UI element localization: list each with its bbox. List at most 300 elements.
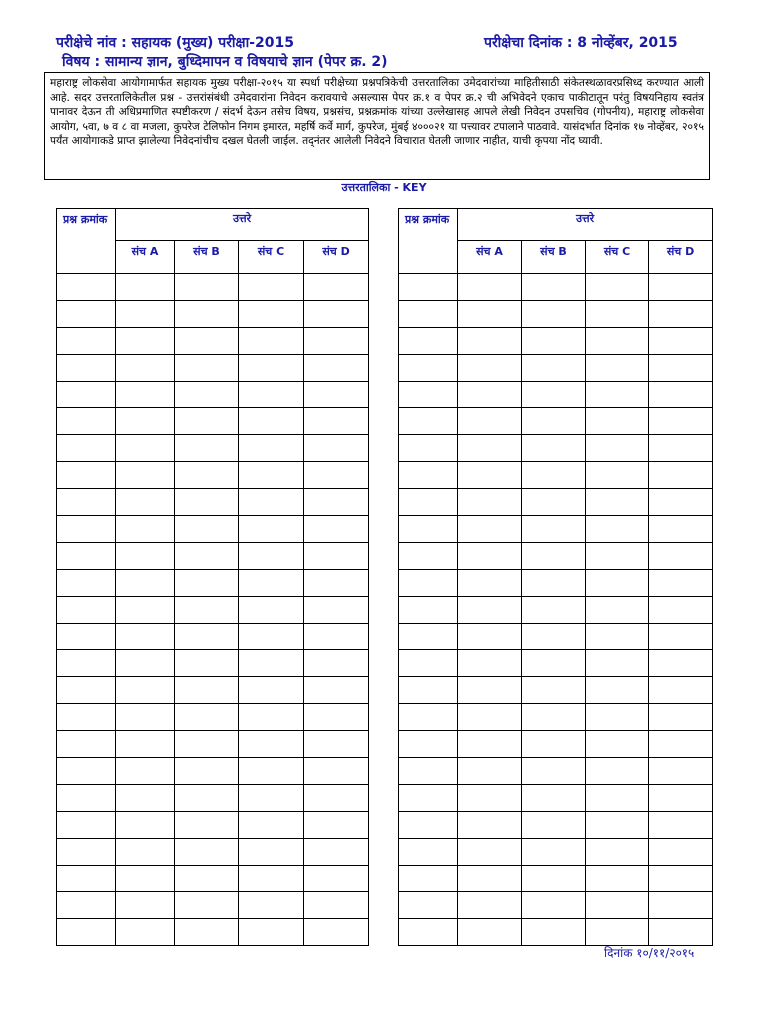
answer-cell [586, 865, 649, 892]
question-number-cell [57, 838, 116, 865]
table-row [57, 838, 369, 865]
notice-box: महाराष्ट्र लोकसेवा आयोगामार्फत सहायक मुख्य परीक्षा-२०१५ या स्पर्धा परीक्षेच्या प्रश्नपत्रिकेची उत्तरतालिका उमेदवारांच्या माहितीसाठी संकेतस्थळावरप्रसिध्द करण्यात आली आहे. सदर उत्तरतालिकेतील प्रश्न - उत्तरांसंबंधी उमेदवारांना निवेदन करावयाचे असल्यास पेपर क्र.१ व पेपर क्र.२ ची अभिवेदने एकाच पाकीटातून परंतु विषयनिहाय स्वतंत्र पानावर देऊन ती अधिप्रमाणित स्पष्टीकरण / संदर्भ देऊन तसेच विषय, प्रश्नसंच, प्रश्नक्रमांक यांच्या उल्लेखासह आपले लेखी निवेदन उपसचिव (गोपनीय), महाराष्ट्र लोकसेवा आयोग, ५वा, ७ व ८ वा मजला, कुपरेज टेलिफोन निगम इमारत, महर्षि कर्वे मार्ग, कुपरेज, मुंबई ४०००२१ या पत्त्यावर टपालाने पाठवावे. यासंदर्भात दिनांक १७ नोव्हेंबर, २०१५ पर्यंत आयोगाकडे प्राप्त झालेल्या निवेदनांचीच दखल घेतली जाईल. तद्नंतर आलेली निवेदने विचारात घेतली जाणार नाहीत, याची कृपया नोंद घ्यावी. [44, 72, 710, 180]
table-row [399, 731, 713, 758]
answer-cell [175, 274, 239, 301]
answer-cell [116, 731, 175, 758]
answer-cell [586, 381, 649, 408]
answer-cell [304, 354, 369, 381]
answer-cell [175, 677, 239, 704]
answer-cell [116, 704, 175, 731]
answer-cell [458, 542, 522, 569]
answer-cell [239, 354, 304, 381]
answer-cell [175, 650, 239, 677]
answer-cell [458, 489, 522, 516]
answer-cell [239, 327, 304, 354]
answer-cell [175, 731, 239, 758]
table-row [399, 677, 713, 704]
answers-header: उत्तरे [116, 209, 369, 241]
answer-cell [649, 489, 713, 516]
table-row [57, 919, 369, 946]
answer-cell [304, 865, 369, 892]
question-number-cell [399, 811, 458, 838]
table-row [57, 865, 369, 892]
answer-cell [116, 811, 175, 838]
answer-cell [586, 569, 649, 596]
answer-cell [175, 408, 239, 435]
answer-cell [586, 300, 649, 327]
answer-cell [458, 327, 522, 354]
table-row [57, 758, 369, 785]
answer-cell [239, 650, 304, 677]
answer-cell [116, 381, 175, 408]
answer-cell [304, 623, 369, 650]
answer-cell [649, 892, 713, 919]
answer-cell [304, 569, 369, 596]
answer-cell [304, 838, 369, 865]
table-row [399, 408, 713, 435]
set-b-header: संच B [522, 241, 586, 274]
answer-cell [304, 650, 369, 677]
answer-cell [239, 381, 304, 408]
answer-cell [522, 327, 586, 354]
answer-cell [522, 623, 586, 650]
question-number-cell [399, 408, 458, 435]
answer-cell [522, 838, 586, 865]
answer-cell [522, 569, 586, 596]
answer-cell [649, 354, 713, 381]
answer-cell [586, 892, 649, 919]
table-row [57, 300, 369, 327]
answer-cell [116, 516, 175, 543]
table-row [399, 865, 713, 892]
answer-cell [175, 300, 239, 327]
answer-cell [586, 516, 649, 543]
answer-cell [175, 758, 239, 785]
answer-cell [522, 596, 586, 623]
answer-cell [522, 650, 586, 677]
answer-cell [649, 650, 713, 677]
answer-cell [458, 408, 522, 435]
table-row [57, 274, 369, 301]
question-number-cell [57, 677, 116, 704]
question-number-cell [399, 596, 458, 623]
answer-cell [649, 569, 713, 596]
answer-cell [239, 408, 304, 435]
table-row [57, 677, 369, 704]
answer-cell [116, 274, 175, 301]
answer-cell [458, 838, 522, 865]
answer-cell [522, 408, 586, 435]
answer-cell [116, 489, 175, 516]
answer-cell [116, 354, 175, 381]
answer-cell [458, 677, 522, 704]
table-row [399, 838, 713, 865]
table-row [399, 758, 713, 785]
answer-cell [304, 300, 369, 327]
answer-cell [649, 704, 713, 731]
question-number-cell [57, 327, 116, 354]
table-row [57, 354, 369, 381]
answer-cell [175, 542, 239, 569]
answer-cell [116, 838, 175, 865]
table-row [399, 462, 713, 489]
answer-cell [649, 865, 713, 892]
answer-cell [522, 784, 586, 811]
question-number-header: प्रश्न क्रमांक [57, 209, 116, 274]
question-number-cell [57, 892, 116, 919]
answer-cell [649, 381, 713, 408]
answer-cell [522, 489, 586, 516]
answer-cell [304, 704, 369, 731]
table-row [57, 811, 369, 838]
answer-cell [522, 677, 586, 704]
answer-cell [458, 865, 522, 892]
table-row [57, 596, 369, 623]
answer-cell [586, 731, 649, 758]
question-number-cell [57, 300, 116, 327]
answer-cell [175, 489, 239, 516]
answer-cell [586, 596, 649, 623]
answer-cell [522, 542, 586, 569]
answer-cell [116, 462, 175, 489]
table-row [57, 542, 369, 569]
answer-cell [116, 435, 175, 462]
answer-cell [649, 677, 713, 704]
table-row [57, 381, 369, 408]
answer-cell [239, 623, 304, 650]
question-number-cell [57, 569, 116, 596]
table-row [57, 435, 369, 462]
answer-cell [458, 784, 522, 811]
exam-name: परीक्षेचे नांव : सहायक (मुख्य) परीक्षा-2015 [56, 35, 294, 51]
set-c-header: संच C [239, 241, 304, 274]
answer-cell [522, 274, 586, 301]
answer-cell [304, 327, 369, 354]
question-number-cell [399, 274, 458, 301]
answer-cell [116, 919, 175, 946]
answer-cell [239, 919, 304, 946]
answer-cell [649, 731, 713, 758]
set-a-header: संच A [116, 241, 175, 274]
answer-cell [304, 919, 369, 946]
table-row [399, 704, 713, 731]
answer-cell [522, 865, 586, 892]
answer-cell [586, 274, 649, 301]
answer-cell [239, 865, 304, 892]
answer-cell [586, 704, 649, 731]
answer-cell [175, 623, 239, 650]
answer-cell [239, 542, 304, 569]
table-row [57, 408, 369, 435]
table-row [399, 811, 713, 838]
answer-cell [304, 731, 369, 758]
answer-key-rows-right [399, 274, 713, 946]
table-row [399, 354, 713, 381]
answer-cell [649, 435, 713, 462]
question-number-cell [57, 596, 116, 623]
answer-cell [586, 919, 649, 946]
answer-cell [458, 704, 522, 731]
answer-cell [175, 462, 239, 489]
question-number-cell [57, 381, 116, 408]
answer-key-table-left [56, 208, 369, 946]
answer-cell [586, 784, 649, 811]
answer-cell [649, 623, 713, 650]
question-number-cell [399, 435, 458, 462]
table-row [57, 462, 369, 489]
answer-cell [649, 596, 713, 623]
answer-cell [522, 381, 586, 408]
question-number-cell [399, 354, 458, 381]
question-number-cell [399, 650, 458, 677]
answer-cell [586, 489, 649, 516]
answer-cell [458, 274, 522, 301]
answer-cell [649, 300, 713, 327]
table-row [57, 327, 369, 354]
question-number-cell [399, 623, 458, 650]
table-row [57, 569, 369, 596]
answer-cell [304, 408, 369, 435]
answer-cell [522, 300, 586, 327]
answer-cell [649, 516, 713, 543]
question-number-cell [399, 569, 458, 596]
answer-cell [522, 516, 586, 543]
answer-cell [649, 462, 713, 489]
answer-cell [116, 596, 175, 623]
table-row [57, 623, 369, 650]
answer-cell [458, 596, 522, 623]
answer-cell [586, 542, 649, 569]
table-row [57, 892, 369, 919]
table-row [57, 650, 369, 677]
question-number-cell [57, 704, 116, 731]
answer-cell [458, 516, 522, 543]
answer-cell [586, 354, 649, 381]
answer-cell [239, 677, 304, 704]
answer-cell [175, 327, 239, 354]
answer-cell [239, 596, 304, 623]
answer-cell [304, 784, 369, 811]
question-number-cell [399, 677, 458, 704]
answer-cell [116, 758, 175, 785]
answer-cell [116, 300, 175, 327]
answer-cell [586, 677, 649, 704]
answer-cell [458, 435, 522, 462]
set-b-header: संच B [175, 241, 239, 274]
answer-cell [175, 919, 239, 946]
question-number-cell [399, 865, 458, 892]
answer-cell [586, 327, 649, 354]
answer-cell [649, 838, 713, 865]
question-number-cell [399, 838, 458, 865]
answer-cell [304, 811, 369, 838]
answer-cell [458, 731, 522, 758]
table-row [399, 381, 713, 408]
answer-cell [239, 704, 304, 731]
answer-cell [649, 274, 713, 301]
answer-cell [175, 596, 239, 623]
table-row [399, 435, 713, 462]
table-row [57, 784, 369, 811]
answer-cell [116, 542, 175, 569]
answer-cell [239, 435, 304, 462]
answer-cell [239, 838, 304, 865]
question-number-cell [399, 489, 458, 516]
table-row [399, 489, 713, 516]
question-number-cell [57, 865, 116, 892]
answer-cell [175, 811, 239, 838]
table-row [399, 919, 713, 946]
question-number-cell [57, 542, 116, 569]
table-row [399, 596, 713, 623]
table-row [399, 274, 713, 301]
answer-cell [116, 650, 175, 677]
set-c-header: संच C [586, 241, 649, 274]
answer-cell [116, 569, 175, 596]
subject-title: विषय : सामान्य ज्ञान, बुध्दिमापन व विषयाचे ज्ञान (पेपर क्र. 2) [62, 54, 388, 70]
answer-cell [239, 569, 304, 596]
answer-cell [522, 892, 586, 919]
question-number-cell [57, 811, 116, 838]
answer-cell [586, 623, 649, 650]
answer-cell [522, 435, 586, 462]
table-row [399, 784, 713, 811]
answer-cell [116, 327, 175, 354]
answer-cell [304, 462, 369, 489]
answer-cell [175, 838, 239, 865]
footer-date: दिनांक १०/११/२०१५ [604, 946, 695, 960]
question-number-cell [57, 408, 116, 435]
question-number-cell [399, 784, 458, 811]
question-number-cell [399, 542, 458, 569]
answer-key-rows-left [57, 274, 369, 946]
exam-date: परीक्षेचा दिनांक : 8 नोव्हेंबर, 2015 [484, 35, 678, 51]
answer-cell [586, 650, 649, 677]
question-number-cell [57, 784, 116, 811]
question-number-cell [57, 919, 116, 946]
question-number-cell [57, 623, 116, 650]
answer-cell [175, 569, 239, 596]
question-number-cell [399, 919, 458, 946]
question-number-cell [399, 516, 458, 543]
question-number-cell [57, 758, 116, 785]
question-number-cell [57, 274, 116, 301]
table-row [399, 542, 713, 569]
answer-cell [116, 408, 175, 435]
question-number-cell [57, 516, 116, 543]
answer-cell [586, 838, 649, 865]
answer-cell [458, 462, 522, 489]
question-number-header: प्रश्न क्रमांक [399, 209, 458, 274]
answer-cell [175, 354, 239, 381]
question-number-cell [57, 731, 116, 758]
answer-cell [239, 892, 304, 919]
question-number-cell [399, 327, 458, 354]
answer-cell [458, 892, 522, 919]
answer-cell [239, 300, 304, 327]
answer-cell [522, 731, 586, 758]
answer-cell [175, 704, 239, 731]
table-row [399, 327, 713, 354]
answer-cell [586, 758, 649, 785]
answer-cell [649, 542, 713, 569]
answer-cell [175, 892, 239, 919]
answer-cell [649, 408, 713, 435]
answer-cell [649, 758, 713, 785]
table-row [399, 623, 713, 650]
answer-cell [304, 516, 369, 543]
table-row [399, 569, 713, 596]
answer-cell [586, 462, 649, 489]
question-number-cell [57, 489, 116, 516]
question-number-cell [399, 892, 458, 919]
answer-cell [586, 811, 649, 838]
answer-cell [522, 462, 586, 489]
answer-cell [586, 435, 649, 462]
answer-cell [304, 381, 369, 408]
answer-cell [458, 650, 522, 677]
answer-cell [239, 274, 304, 301]
set-d-header: संच D [304, 241, 369, 274]
answer-cell [239, 462, 304, 489]
answer-cell [116, 784, 175, 811]
answer-cell [458, 569, 522, 596]
answer-cell [175, 865, 239, 892]
answer-cell [458, 811, 522, 838]
question-number-cell [399, 731, 458, 758]
answer-key-title: उत्तरतालिका - KEY [341, 181, 427, 194]
table-row [399, 650, 713, 677]
answer-cell [458, 623, 522, 650]
answer-cell [458, 919, 522, 946]
answer-cell [304, 542, 369, 569]
answer-cell [522, 704, 586, 731]
answer-cell [239, 784, 304, 811]
answer-cell [458, 758, 522, 785]
answer-cell [239, 811, 304, 838]
answer-cell [304, 274, 369, 301]
question-number-cell [399, 300, 458, 327]
table-row [57, 704, 369, 731]
answer-cell [304, 596, 369, 623]
answer-cell [649, 811, 713, 838]
answer-cell [239, 516, 304, 543]
answer-cell [116, 677, 175, 704]
answers-header: उत्तरे [458, 209, 713, 241]
answer-cell [304, 489, 369, 516]
question-number-cell [57, 650, 116, 677]
table-row [399, 300, 713, 327]
answer-cell [175, 784, 239, 811]
answer-cell [239, 758, 304, 785]
table-row [57, 516, 369, 543]
question-number-cell [57, 354, 116, 381]
answer-cell [458, 381, 522, 408]
answer-cell [304, 892, 369, 919]
answer-cell [175, 516, 239, 543]
answer-cell [239, 731, 304, 758]
question-number-cell [399, 462, 458, 489]
question-number-cell [399, 758, 458, 785]
answer-cell [175, 381, 239, 408]
answer-key-table-right [398, 208, 713, 946]
answer-cell [649, 327, 713, 354]
answer-cell [458, 354, 522, 381]
set-d-header: संच D [649, 241, 713, 274]
set-a-header: संच A [458, 241, 522, 274]
table-row [57, 731, 369, 758]
table-row [399, 892, 713, 919]
